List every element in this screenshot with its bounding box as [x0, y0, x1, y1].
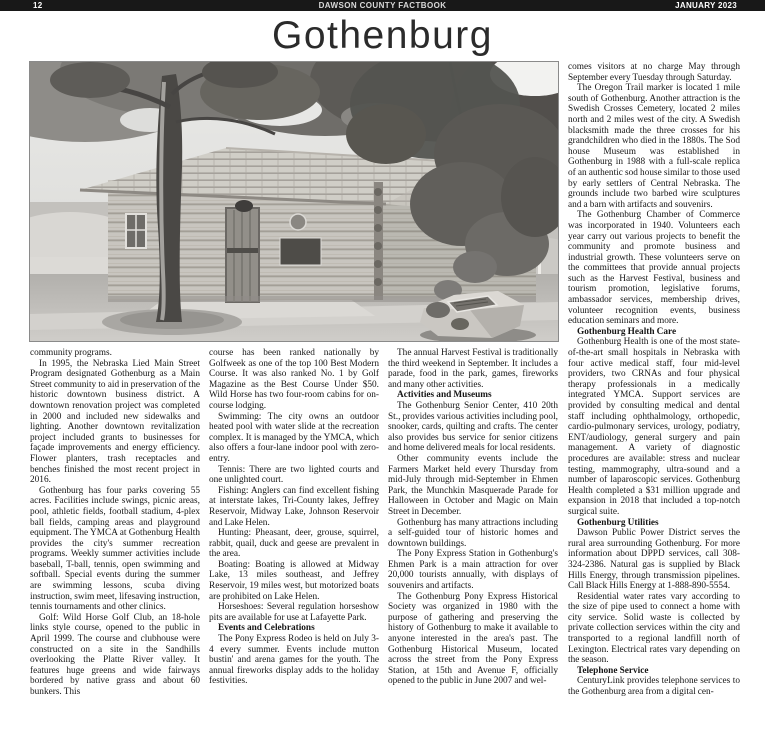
body-paragraph: Golf: Wild Horse Golf Club, an 18-hole links style course, opened to the public in April 1999. The course and clubhouse were constructed on a site in the Sandhills overlooking the Platte River valley. It features huge greens and wide fairways bordered by native grass and about 60 bunkers. This [30, 612, 200, 697]
text-column-4 [568, 62, 740, 732]
log-cabin-illustration [30, 62, 558, 341]
body-paragraph: Gothenburg has four parks covering 55 acres. Facilities include swings, picnic areas, pool, athletic fields, football stadium, 4-plex ball fields, camping areas and playground equipment. The YMCA at Gothenburg Health provides the city's summer recreation programs. Weekly summer activities include baseball, T-ball, tennis, open swimming and softball. Special events during the summer are swimming lessons, scuba diving instruction, swim meet, lifesaving instruction, tennis tournaments and other clinics. [30, 485, 200, 613]
body-paragraph: Swimming: The city owns an outdoor heated pool with water slide at the recreation complex. It is managed by the YMCA, which also offers a four-lane indoor pool with zero-entry. [209, 411, 379, 464]
publication-name: DAWSON COUNTY FACTBOOK [318, 1, 447, 10]
body-paragraph: Fishing: Anglers can find excellent fishing at interstate lakes, Tri-County lakes, Jeffrey Reservoir, Midway Lake, Johnson Reservoir and Lake Helen. [209, 485, 379, 528]
pony-express-station-photo [30, 62, 558, 341]
body-paragraph: Residential water rates vary according to the size of pipe used to connect a home with city service. Solid waste is collected by private collection services within the city and transported to a regional landfill north of Lexington. Electrical rates vary depending on the season. [568, 591, 740, 666]
section-heading: Gothenburg Health Care [577, 326, 677, 337]
body-paragraph: The Gothenburg Chamber of Commerce was incorporated in 1940. Volunteers each year carry out various projects to benefit the community and promote business and industrial growth. These volunteers serve on the committees that provide annual projects such as the Harvest Festival, business and tourism promotion, legislative forums, ambassador services, membership drives, volunteer recognition events, business education seminars and more. [568, 210, 740, 327]
body-paragraph: The Gothenburg Senior Center, 410 20th St., provides various activities including pool, snooker, cards, quilting and crafts. The center also provides bus service for senior citizens and home delivered meals for local residents. [388, 400, 558, 454]
body-paragraph: The annual Harvest Festival is traditionally the third weekend in September. It includes a parade, food in the park, games, fireworks and many other activities. [388, 348, 558, 390]
body-paragraph: The Oregon Trail marker is located 1 mile south of Gothenburg. Another attraction is the Swedish Crosses Cemetery, located 2 miles north and 2 miles west of the city. A Swedish blacksmith made the three crosses for his grandchildren who died in the 1880s. The Sod house Museum was established in Gothenburg in 1988 with a full-scale replica of an authentic sod house similar to those used by early settlers of Central Nebraska. The grounds include two barbed wire sculptures and a barn with artifacts and souvenirs. [568, 83, 740, 210]
body-paragraph: In 1995, the Nebraska Lied Main Street Program designated Gothenburg as a Main Street community to aid in preservation of the historic downtown business district. A downtown renovation project was completed in 2000 and included new sidewalks and lighting. Another downtown revitalization project included grants to businesses for façade improvements and energy efficiency. Flower planters, trash receptacles and benches finished the most recent project in 2016. [30, 358, 200, 486]
body-paragraph: Dawson Public Power District serves the rural area surrounding Gothenburg. For more information about DPPD services, call 308-324-2386. Natural gas is supplied by Black Hills Energy, through transmission pipelines. Call Black Hills Energy at 1-888-890-5554. [568, 528, 740, 592]
body-paragraph: The Gothenburg Pony Express Historical Society was organized in 1980 with the purpose of gathering and preserving the history of Gothenburg to make it available to anyone interested in the area's past. The Gothenburg Historical Museum, located across the street from the Pony Express Station, at 15th and Avenue F, officially opened to the public in June 2007 and wel- [388, 591, 558, 687]
masthead-bar [0, 0, 765, 11]
text-column-2 [209, 348, 379, 698]
section-heading: Telephone Service [577, 665, 649, 676]
body-paragraph: The Pony Express Rodeo is held on July 3-4 every summer. Events include mutton bustin' and arena games for the youth. The annual fireworks display adds to the holiday festivities. [209, 634, 379, 687]
text-column-1 [30, 348, 200, 698]
page-number: 12 [33, 1, 43, 10]
body-paragraph: course has been ranked nationally by Golfweek as one of the top 100 Best Modern Course. It was also ranked No. 1 by Golf Magazine as the Best Course Under $50. Wild Horse has two four-room cabins for on-course lodging. [209, 348, 379, 411]
left-block [30, 62, 558, 697]
text-column-3 [388, 348, 558, 698]
body-paragraph: CenturyLink provides telephone services to the Gothenburg area from a digital cen- [568, 676, 740, 698]
body-paragraph: The Pony Express Station in Gothenburg's Ehmen Park is a main attraction for over 20,000 tourists annually, with displays of souvenirs and artifacts. [388, 549, 558, 592]
body-paragraph: Other community events include the Farmers Market held every Thursday from mid-July through mid-September in Ehmen Park, the Munchkin Masquerade Parade for Halloween in October and Magic on Main Street in December. [388, 453, 558, 517]
body-paragraph: Horseshoes: Several regulation horseshow pits are available for use at Lafayette Park. [209, 602, 379, 623]
body-paragraph: Boating: Boating is allowed at Midway Lake, 13 miles southeast, and Jeffrey Reservoir, 19 miles west, but motorized boats are prohibited on Lake Helen. [209, 559, 379, 602]
body-paragraph: Gothenburg has many attractions including a self-guided tour of historic homes and downtown buildings. [388, 517, 558, 549]
body-paragraph: comes visitors at no charge May through September every Tuesday through Saturday. [568, 62, 740, 83]
columns-1-3 [30, 348, 558, 698]
section-heading: Events and Celebrations [218, 623, 315, 634]
issue-date: JANUARY 2023 [675, 1, 737, 10]
body-paragraph: Hunting: Pheasant, deer, grouse, squirrel, rabbit, quail, duck and geese are prevalent in the area. [209, 528, 379, 560]
body-paragraph: Tennis: There are two lighted courts and one unlighted court. [209, 464, 379, 486]
body-paragraph: Gothenburg Health is one of the most state-of-the-art small hospitals in Nebraska with four active medical staff, four mid-level providers, two CRNAs and four physical therapy professionals in a medically integrated YMCA. Support services are provided by consulting medical and dental staff including ophthalmology, orthopedic, cardio-pulmonary services, urology, podiatry, ENT/audiology, general surgery and pain management. A variety of diagnostic procedures are available: stress and nuclear testing, mammography, ultra-sound and a number of laparoscopic services. Gothenburg Health completed a $31 million upgrade and expansion in 2018 that included a top-notch surgical suite. [568, 337, 740, 517]
body-paragraph: community programs. [30, 348, 112, 358]
page-title: Gothenburg [272, 14, 493, 57]
section-heading: Activities and Museums [397, 390, 492, 401]
section-heading: Gothenburg Utilities [577, 517, 659, 528]
